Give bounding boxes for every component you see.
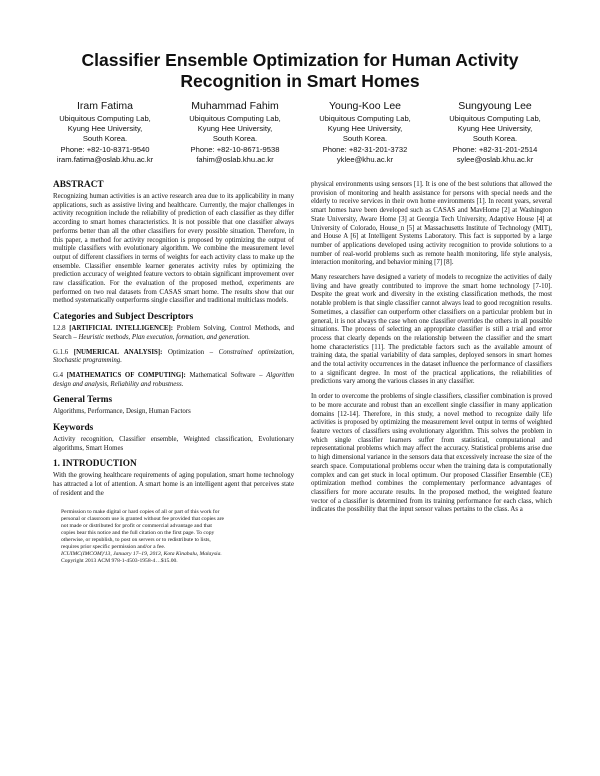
conference-line: ICUIMC(IMCOM)'13, January 17–19, 2013, Kota Kinabalu, Malaysia. [61, 551, 222, 558]
body-paragraph: In order to overcome the problems of single classifiers, classifier combination is proved to be more accurate and robust than an excellent single classifier in many application domains [12-14]. Therefore, in this study, a novel method to recognize daily life activities is proposed by optimizing the measurement level output in terms of weighted feature vectors of classifiers using evolutionary algorithm. This solves the problem in which single classifier learners suffer from statistical, computational and representational problems which may affect the accuracy. Statistical problems arise due to high dimensional variance in the sensors data that excessively increase the size of the search space. Computational problems occur when the training data is computationally complex and can get stuck in local optimum. Our proposed Classifier Ensemble (CE) optimization method combines the complementary performance advantages of classifiers for more accurate results. In the proposed method, the weighted feature vector of a classifier is determined from its training performance for each class, which indicates the possibility that the input sensor values pertains to the class. As a [311, 393, 552, 514]
left-column [53, 180, 294, 565]
abstract-text: Recognizing human activities is an active research area due to its applicability in many applications, such as assistive living and healthcare. Currently, the major challenges in activity recognition include the reliability of prediction of each classifier as they differ according to smart homes characteristics. It is not possible that one classifier always performs better than all the other classifiers for every possible situation. Therefore, in this paper, a method for activity recognition is proposed by optimizing the output of multiple classifiers with evolutionary algorithm. We combine the measurement level output of different classifiers in terms of weights for each activity class to make up the ensemble. Classifier ensemble learner generates activity rules by optimizing the prediction accuracy of weighted feature vectors to obtain significant improvement over raw classification. For the evaluation of the proposed method, experiments are performed on two real datasets from CASAS smart home. The results show that our method systematically outperforms single classifier and traditional multiclass models. [53, 193, 294, 305]
category-plain: Problem Solving, Control Methods, and Search – [53, 325, 294, 341]
categories-heading: Categories and Subject Descriptors [53, 312, 194, 323]
author-email: fahim@oslab.khu.ac.kr [196, 154, 274, 164]
category-bracket: [ARTIFICIAL INTELLIGENCE]: [69, 325, 174, 333]
author-university: Kyung Hee University, [67, 124, 143, 134]
category-bracket: [NUMERICAL ANALYSIS]: [73, 348, 163, 356]
general-terms-text: Algorithms, Performance, Design, Human Factors [53, 408, 191, 416]
permission-line: copies bear this notice and the full citation on the first page. To copy [61, 529, 215, 536]
category-plain: Mathematical Software – [189, 371, 263, 379]
author-phone: Phone: +82-10-8371-9540 [60, 144, 150, 154]
author-name: Muhammad Fahim [191, 100, 279, 112]
author-lab: Ubiquitous Computing Lab, [319, 114, 411, 123]
author-university: Kyung Hee University, [327, 124, 403, 134]
author-country: South Korea. [472, 134, 518, 144]
author-card [300, 100, 430, 165]
body-paragraph: Many researchers have designed a variety of models to recognize the activities of daily living and have greatly contributed to improve the smart home technology [7-10]. Despite the great work and diversity in the existing classification methods, the most notable problem is that single classifier cannot always lead to good recognition results. Sometimes, a classifier can outperform other classifiers on a particular problem but in general, it is not always the case when one classifier overrides the others in all possible situations. The process of selecting an appropriate classifier is still a trial and error process that clearly depends on the relationship between the classifier and the smart home characteristics [11]. The predictable factors such as the available amount of training data, the spatial variability of data samples, deployed sensors in smart homes and the total activity occurrences in the dataset influence the performance of classifiers to a significant degree. In most of the practical applications, the reliabilities of predictions vary among the various classes in any classifier. [311, 274, 552, 386]
body-paragraph: physical environments using sensors [1]. It is one of the best solutions that allowed the provision of monitoring and health assistance for persons with special needs and the elderly to receive services in their own home environments [1]. In recent years, several smart homes have been developed such as CASAS and MavHome [2] at Washington State University, Aware Home [3] at Georgia Tech University, Adaptive House [4] at University of Colorado, House_n [5] at Massachusetts Institute of Technology (MIT), and House A [6] at Intelligent Systems Laboratory. This fact is supported by a large number of applications developed using activity recognition to provide solutions to a number of real-world problems such as remote health monitoring, life style analysis, interaction monitoring, and behavior mining [7] [8]. [311, 181, 552, 267]
copyright-line: Copyright 2013 ACM 978-1-4503-1958-4…$15.00. [61, 558, 178, 565]
introduction-heading: 1. INTRODUCTION [53, 459, 137, 470]
general-terms-heading: General Terms [53, 395, 113, 406]
category-bracket: [MATHEMATICS OF COMPUTING]: [66, 371, 186, 379]
keywords-heading: Keywords [53, 423, 94, 434]
permission-line: personal or classroom use is granted without fee provided that copies are [61, 515, 224, 522]
author-lab: Ubiquitous Computing Lab, [449, 114, 541, 123]
category-item [53, 372, 294, 389]
author-block [40, 100, 560, 165]
category-plain: Optimization – [167, 348, 214, 356]
permission-line: otherwise, or republish, to post on servers or to redistribute to lists, [61, 536, 211, 543]
introduction-text: With the growing healthcare requirements of aging population, smart home technology has attracted a lot of attention. A smart home is an intelligent agent that perceives state of resident and the [53, 472, 294, 497]
author-card [170, 100, 300, 165]
category-code: I.2.8 [53, 325, 66, 333]
category-italic: Constrained optimization, Stochastic programming. [53, 348, 294, 365]
category-item [53, 349, 294, 366]
author-phone: Phone: +82-31-201-3732 [322, 144, 408, 154]
author-phone: Phone: +82-31-201-2514 [452, 144, 538, 154]
permission-notice [53, 509, 294, 566]
category-italic: Heuristic methods, Plan execution, formation, and generation. [78, 333, 250, 341]
author-lab: Ubiquitous Computing Lab, [59, 114, 151, 123]
author-name: Iram Fatima [76, 100, 133, 112]
author-country: South Korea. [212, 134, 258, 144]
permission-line: Permission to make digital or hard copies of all or part of this work for [61, 508, 220, 515]
permission-line: not made or distributed for profit or commercial advantage and that [61, 522, 212, 529]
right-column [311, 181, 552, 521]
author-email: iram.fatima@oslab.khu.ac.kr [56, 154, 154, 164]
paper-title: Classifier Ensemble Optimization for Human Activity Recognition in Smart Homes [81, 50, 519, 91]
author-lab: Ubiquitous Computing Lab, [189, 114, 281, 123]
author-phone: Phone: +82-10-8671-9538 [190, 144, 280, 154]
author-country: South Korea. [82, 134, 128, 144]
abstract-heading: ABSTRACT [53, 180, 104, 190]
author-university: Kyung Hee University, [457, 124, 533, 134]
author-card [430, 100, 560, 165]
category-italic: Algorithm design and analysis, Reliability and robustness. [53, 371, 295, 388]
category-code: G.4 [53, 371, 64, 379]
author-card [40, 100, 170, 165]
category-item [53, 325, 294, 342]
author-email: sylee@oslab.khu.ac.kr [456, 154, 534, 164]
author-email: yklee@khu.ac.kr [336, 154, 394, 164]
keywords-text: Activity recognition, Classifier ensemble, Weighted classification, Evolutionary algorithms, Smart Homes [53, 436, 294, 452]
author-name: Young-Koo Lee [328, 100, 401, 112]
author-university: Kyung Hee University, [197, 124, 273, 134]
permission-line: requires prior specific permission and/or a fee. [61, 544, 166, 551]
author-country: South Korea. [342, 134, 388, 144]
category-code: G.1.6 [53, 348, 69, 356]
author-name: Sungyoung Lee [458, 100, 532, 112]
